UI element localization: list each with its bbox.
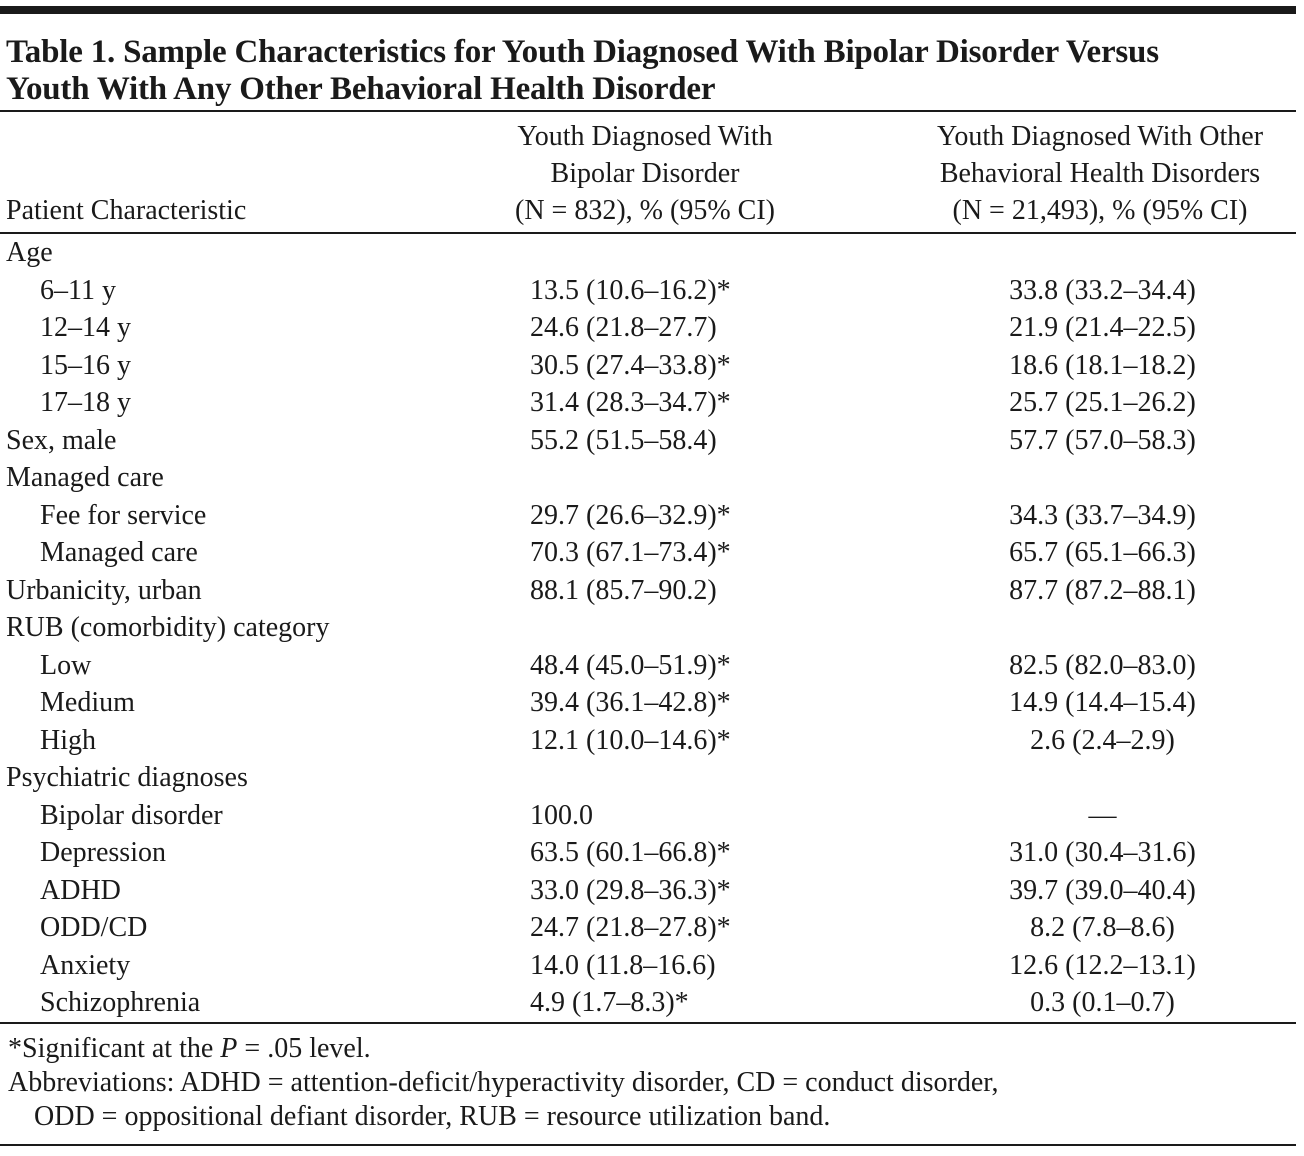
row-label: Bipolar disorder: [40, 799, 223, 831]
other-value: 39.7 (39.0–40.4): [1009, 874, 1196, 906]
bipolar-value: 48.4 (45.0–51.9)*: [530, 649, 731, 681]
table-row: [0, 722, 1296, 760]
table-row: [0, 309, 1296, 347]
table-row: [0, 422, 1296, 460]
abbreviations-note-line-1: Abbreviations: ADHD = attention-deficit/hyperactivity disorder, CD = conduct disorder,: [8, 1066, 999, 1098]
other-value: 31.0 (30.4–31.6): [1009, 837, 1196, 868]
header-patient-characteristic: Patient Characteristic: [6, 195, 247, 226]
bipolar-value: 39.4 (36.1–42.8)*: [530, 687, 731, 718]
sig-note-pre: *Significant at the: [8, 1032, 221, 1064]
table-row: [0, 384, 1296, 422]
table-row: [0, 459, 1296, 497]
bipolar-value: 4.9 (1.7–8.3)*: [530, 987, 689, 1018]
bipolar-value: 24.7 (21.8–27.8)*: [530, 912, 731, 943]
row-label: 6–11 y: [40, 274, 116, 306]
table-row: [0, 572, 1296, 610]
table-row: [0, 534, 1296, 572]
row-label: Medium: [40, 687, 135, 718]
row-label: RUB (comorbidity) category: [6, 612, 330, 643]
bipolar-value: 12.1 (10.0–14.6)*: [530, 724, 731, 756]
bipolar-value: 14.0 (11.8–16.6): [530, 949, 716, 981]
row-label: Depression: [40, 837, 166, 868]
header-other-line-1: Youth Diagnosed With Other: [936, 121, 1264, 152]
sig-note-p: P: [220, 1032, 238, 1064]
bipolar-value: 70.3 (67.1–73.4)*: [530, 537, 731, 568]
table-footnotes: [0, 1024, 1296, 1134]
other-value: 87.7 (87.2–88.1): [1009, 574, 1196, 606]
abbreviations-note-line-2: ODD = oppositional defiant disorder, RUB = resource utilization band.: [34, 1100, 831, 1132]
other-value: 65.7 (65.1–66.3): [1009, 537, 1196, 568]
table-row: [0, 984, 1296, 1022]
bipolar-value: 29.7 (26.6–32.9)*: [530, 499, 731, 531]
table-row: [0, 272, 1296, 310]
table-row: [0, 947, 1296, 985]
bipolar-value: 33.0 (29.8–36.3)*: [530, 874, 731, 906]
other-value: —: [1088, 799, 1117, 831]
bipolar-value: 31.4 (28.3–34.7)*: [530, 387, 731, 418]
row-label: Managed care: [40, 537, 198, 568]
other-value: 2.6 (2.4–2.9): [1030, 724, 1175, 756]
other-value: 25.7 (25.1–26.2): [1009, 387, 1196, 418]
row-label: 15–16 y: [40, 349, 131, 381]
table-row: [0, 684, 1296, 722]
other-value: 8.2 (7.8–8.6): [1030, 912, 1175, 943]
row-label: Psychiatric diagnoses: [6, 762, 248, 793]
row-label: Urbanicity, urban: [6, 574, 202, 606]
table-title: [0, 14, 1296, 110]
bipolar-value: 100.0: [530, 799, 593, 831]
table-row: [0, 834, 1296, 872]
bipolar-value: 13.5 (10.6–16.2)*: [530, 274, 731, 306]
row-label: 12–14 y: [40, 312, 131, 343]
header-other-line-3: (N = 21,493), % (95% CI): [952, 195, 1248, 226]
sig-note-post: = .05 level.: [237, 1032, 371, 1064]
table-row: [0, 234, 1296, 272]
table-row: [0, 647, 1296, 685]
bottom-rule: [0, 1144, 1296, 1146]
other-value: 34.3 (33.7–34.9): [1009, 499, 1196, 531]
table-row: [0, 797, 1296, 835]
table-row: [0, 497, 1296, 535]
table-row: [0, 609, 1296, 647]
row-label: 17–18 y: [40, 387, 131, 418]
row-label: Fee for service: [40, 499, 207, 531]
title-line-1: Table 1. Sample Characteristics for Youth Diagnosed With Bipolar Disorder Versus: [6, 34, 1159, 70]
row-label: Schizophrenia: [40, 987, 201, 1018]
significance-note: [0, 1032, 1296, 1066]
other-value: 18.6 (18.1–18.2): [1009, 349, 1196, 381]
row-label: Low: [40, 649, 92, 681]
title-line-2: Youth With Any Other Behavioral Health Disorder: [6, 71, 716, 107]
table-header: [0, 112, 1296, 232]
other-value: 0.3 (0.1–0.7): [1030, 987, 1175, 1018]
row-label: High: [40, 724, 96, 756]
other-value: 33.8 (33.2–34.4): [1009, 274, 1196, 306]
header-other-line-2: Behavioral Health Disorders: [939, 158, 1261, 189]
other-value: 12.6 (12.2–13.1): [1009, 949, 1196, 981]
other-value: 82.5 (82.0–83.0): [1009, 649, 1196, 681]
table-body: [0, 234, 1296, 1022]
row-label: Anxiety: [40, 949, 131, 981]
table-row: [0, 759, 1296, 797]
header-bipolar-line-2: Bipolar Disorder: [550, 158, 740, 189]
header-bipolar-column: [440, 118, 850, 229]
table-row: [0, 347, 1296, 385]
other-value: 14.9 (14.4–15.4): [1009, 687, 1196, 718]
bipolar-value: 30.5 (27.4–33.8)*: [530, 349, 731, 381]
table-row: [0, 909, 1296, 947]
other-value: 57.7 (57.0–58.3): [1009, 424, 1196, 456]
top-rule: [0, 6, 1296, 14]
bipolar-value: 63.5 (60.1–66.8)*: [530, 837, 731, 868]
row-label: Age: [6, 237, 53, 268]
table-row: [0, 872, 1296, 910]
other-value: 21.9 (21.4–22.5): [1009, 312, 1196, 343]
row-label: ODD/CD: [40, 912, 148, 943]
row-label: Managed care: [6, 462, 164, 493]
header-bipolar-line-3: (N = 832), % (95% CI): [515, 195, 775, 226]
bipolar-value: 88.1 (85.7–90.2): [530, 574, 717, 606]
row-label: Sex, male: [6, 424, 117, 456]
row-label: ADHD: [40, 874, 121, 906]
bipolar-value: 24.6 (21.8–27.7): [530, 312, 717, 343]
bipolar-value: 55.2 (51.5–58.4): [530, 424, 717, 456]
header-bipolar-line-1: Youth Diagnosed With: [517, 121, 773, 152]
header-other-column: [890, 118, 1304, 229]
